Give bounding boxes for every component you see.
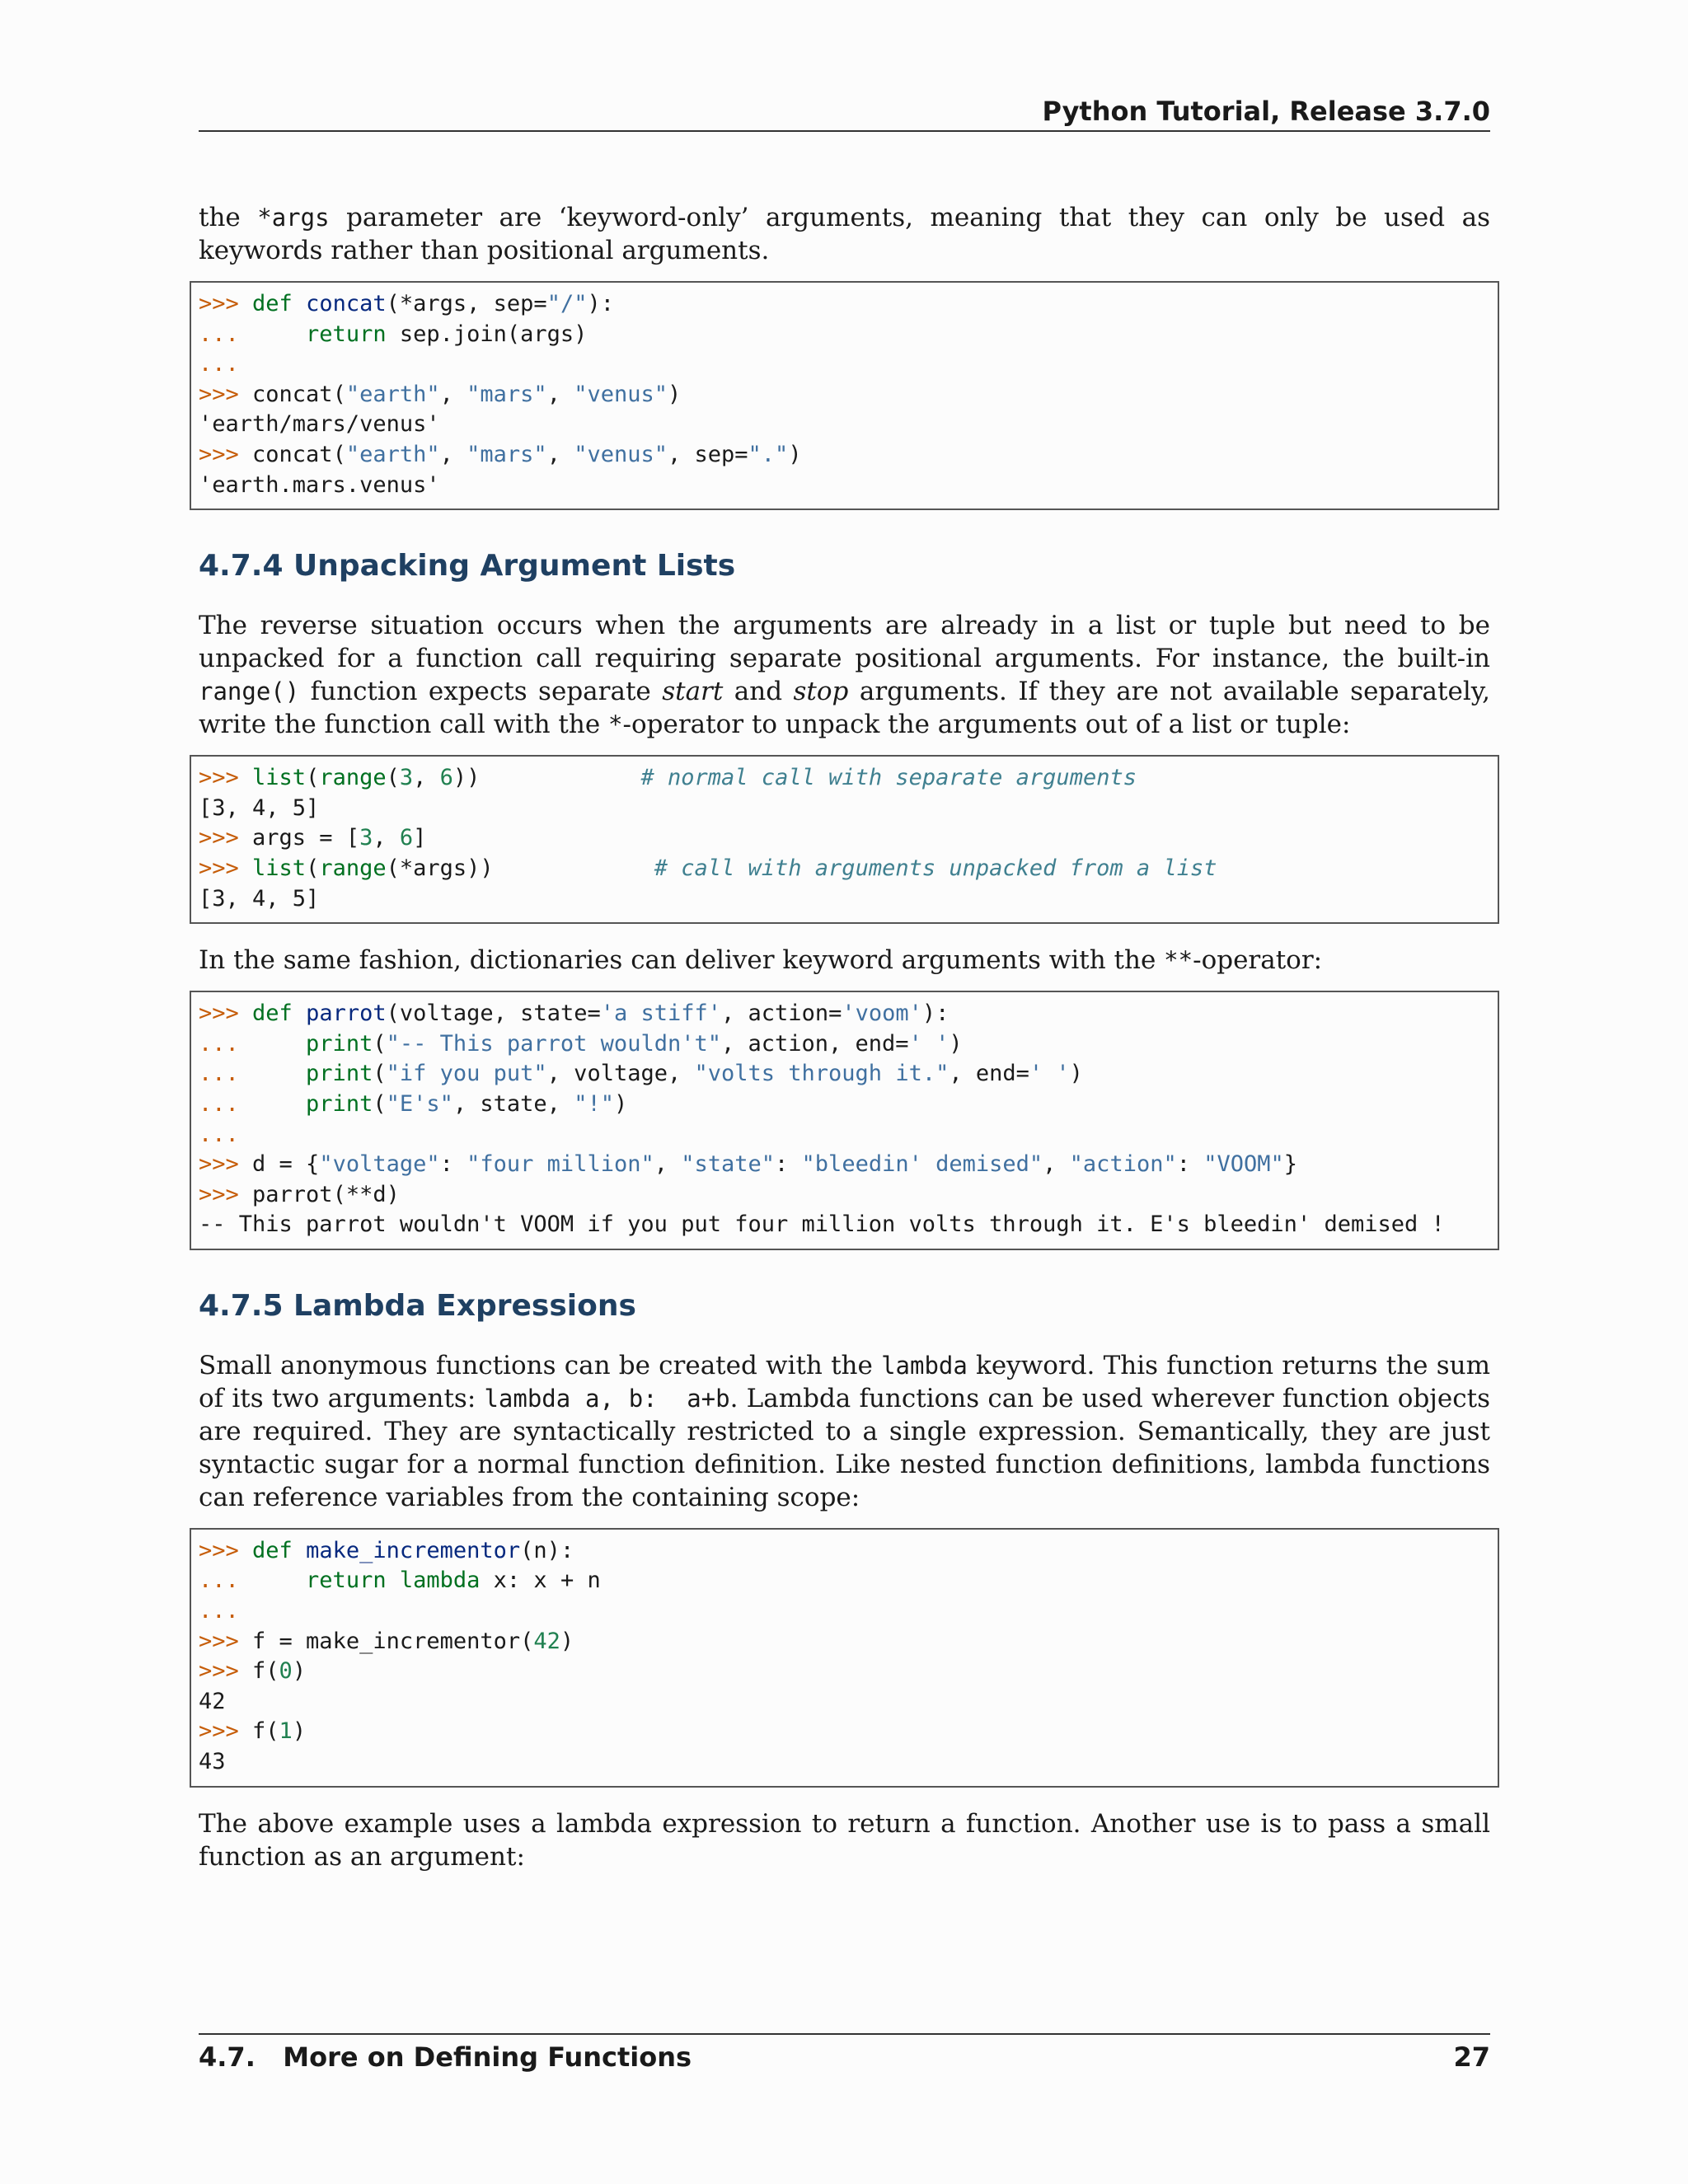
intro-text: parameter are ‘keyword-only’ arguments, meaning that they can only be used as keywords rather than positional arguments. (199, 203, 1490, 265)
inline-code-double-star: ** (1164, 946, 1193, 975)
code-block-incrementor: >>> def make_incrementor(n): ... return lambda x: x + n ... >>> f = make_incrementor(42) >>> f(0) 42 >>> f(1) 43 (190, 1528, 1499, 1788)
section-heading-lambda: 4.7.5 Lambda Expressions (199, 1288, 636, 1323)
code-block-concat: >>> def concat(*args, sep="/"): ... return sep.join(args) ... >>> concat("earth", "mars", "venus") 'earth/mars/venus' >>> concat("earth", "mars", "venus", sep=".") 'earth.mars.venus' (190, 281, 1499, 510)
header-title: Python Tutorial, Release 3.7.0 (1042, 96, 1490, 127)
footer-section: 4.7. More on Defining Functions (199, 2041, 692, 2073)
unpacking-paragraph: The reverse situation occurs when the arguments are already in a list or tuple but need to be unpacked for a function call requiring separate positional arguments. For instance, the built-in range() function expects separate start and stop arguments. If they are not available separately, write the function call with the *-operator to unpack the arguments out of a list or tuple: (199, 611, 1491, 740)
lambda-paragraph: Small anonymous functions can be created with the lambda keyword. This function returns the sum of its two arguments: lambda a, b: a+b. Lambda functions can be used wherever function objects are required. They are syntactically restricted to a single expression. Semantically, they are just syntactic sugar for a normal function definition. Like nested function definitions, lambda functions can reference variables from the containing scope: (199, 1350, 1490, 1512)
lambda-paragraph-2: The above example uses a lambda expression to return a function. Another use is to pass a small function as an argument: (199, 1808, 1490, 1872)
running-header (199, 92, 1490, 132)
code-block-range: >>> list(range(3, 6)) # normal call with separate arguments [3, 4, 5] >>> args = [3, 6] >>> list(range(*args)) # call with arguments unpacked from a list [3, 4, 5] (190, 755, 1499, 924)
page (199, 0, 1490, 2184)
code-block-parrot: >>> def parrot(voltage, state='a stiff', action='voom'): ... print("-- This parrot wouldn't", action, end=' ') ... print("if you put", voltage, "volts through it.", end=' ') ... print("E's", state, "!") ... >>> d = {"voltage": "four million", "state": "bleedin' demised", "action": "VOOM"} >>> parrot(**d) -- This parrot wouldn't VOOM if you put four million volts through it. E's bleedin' demised ! (190, 991, 1499, 1250)
dict-unpacking-paragraph: In the same fashion, dictionaries can deliver keyword arguments with the **-operator: (199, 945, 1323, 976)
intro-paragraph (199, 201, 1490, 267)
intro-text: the (199, 203, 258, 232)
section-heading-unpacking: 4.7.4 Unpacking Argument Lists (199, 549, 736, 583)
content (199, 201, 1490, 1873)
inline-code-star: * (608, 710, 623, 739)
inline-code-lambda-expr: lambda a, b: a+b (484, 1384, 730, 1413)
inline-code-args: *args (257, 204, 330, 232)
inline-code-lambda: lambda (881, 1351, 968, 1380)
running-footer (199, 2033, 1490, 2073)
page-number: 27 (1453, 2041, 1490, 2073)
inline-code-range: range() (199, 677, 300, 706)
